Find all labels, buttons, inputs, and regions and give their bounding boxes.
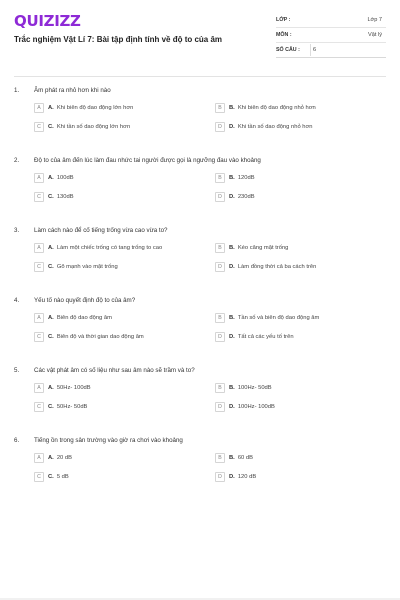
option-letter: C. <box>48 193 54 200</box>
option-text: 50Hz- 100dB <box>56 384 91 391</box>
option-text: 5 dB <box>56 473 69 480</box>
option-checkbox[interactable]: D <box>215 122 225 132</box>
answer-option[interactable] <box>34 242 215 253</box>
option-checkbox[interactable]: C <box>34 332 44 342</box>
option-letter: C. <box>48 333 54 340</box>
info-label: LỚP : <box>276 17 291 23</box>
option-text: Làm đồng thời cả ba cách trên <box>237 263 317 270</box>
answer-option[interactable] <box>215 121 365 132</box>
quiz-title: Trắc nghiệm Vật Lí 7: Bài tập định tính về độ to của âm <box>14 35 223 44</box>
option-letter: A. <box>48 314 54 321</box>
answer-option[interactable] <box>34 191 215 202</box>
info-value: Lớp 7 <box>367 17 382 23</box>
quizizz-logo[interactable]: QUIZIZZ <box>14 12 81 30</box>
answer-option[interactable] <box>215 102 365 113</box>
question-text: Âm phát ra nhỏ hơn khi nào <box>34 87 111 94</box>
answer-option[interactable] <box>34 172 215 183</box>
option-checkbox[interactable]: A <box>34 103 44 113</box>
info-row-class <box>276 13 386 28</box>
header-divider <box>14 76 386 77</box>
answer-option[interactable] <box>215 471 365 482</box>
answer-options <box>34 312 386 342</box>
option-text: Tần số và biên độ dao động âm <box>237 314 320 321</box>
answer-option[interactable] <box>34 312 215 323</box>
answer-option[interactable] <box>215 261 365 272</box>
info-label: MÔN : <box>276 32 292 38</box>
answer-option[interactable] <box>215 401 365 412</box>
question-header <box>14 295 386 306</box>
option-text: 120dB <box>237 174 255 181</box>
option-text: 130dB <box>56 193 74 200</box>
question-number: 4. <box>14 297 20 304</box>
question-text: Yếu tố nào quyết định độ to của âm? <box>34 297 136 304</box>
answer-option[interactable] <box>34 261 215 272</box>
option-text: Khi biên độ dao động lớn hơn <box>56 104 134 111</box>
answer-option[interactable] <box>34 401 215 412</box>
option-text: 230dB <box>237 193 255 200</box>
question-header <box>14 155 386 166</box>
question-number: 2. <box>14 157 20 164</box>
answer-option[interactable] <box>34 382 215 393</box>
option-checkbox[interactable]: C <box>34 472 44 482</box>
option-letter: C. <box>48 263 54 270</box>
option-checkbox[interactable]: A <box>34 453 44 463</box>
option-text: 100Hz- 100dB <box>237 403 275 410</box>
option-letter: A. <box>48 104 54 111</box>
option-checkbox[interactable]: C <box>34 402 44 412</box>
answer-option[interactable] <box>215 312 365 323</box>
question-header <box>14 85 386 96</box>
option-text: 100dB <box>56 174 74 181</box>
option-checkbox[interactable]: B <box>215 173 225 183</box>
answer-options <box>34 452 386 482</box>
option-checkbox[interactable]: D <box>215 262 225 272</box>
question-text: Các vật phát âm có số liệu như sau âm nào sẽ trầm và to? <box>34 367 195 374</box>
option-letter: A. <box>48 244 54 251</box>
answer-option[interactable] <box>34 102 215 113</box>
answer-option[interactable] <box>215 172 365 183</box>
option-letter: B. <box>229 384 235 391</box>
option-text: Làm một chiếc trống có tang trống to cao <box>56 244 163 251</box>
option-checkbox[interactable]: A <box>34 243 44 253</box>
option-letter: C. <box>48 123 54 130</box>
answer-option[interactable] <box>215 331 365 342</box>
question-item <box>14 365 386 435</box>
option-text: Khi tần số dao động lớn hơn <box>56 123 131 130</box>
option-text: Biên độ và thời gian dao động âm <box>56 333 144 340</box>
question-header <box>14 435 386 446</box>
question-list <box>14 85 386 505</box>
option-letter: B. <box>229 174 235 181</box>
option-text: 20 dB <box>56 454 72 461</box>
question-number: 5. <box>14 367 20 374</box>
question-text: Làm cách nào để cố tiếng trống vừa cao vừa to? <box>34 227 168 234</box>
option-letter: C. <box>48 473 54 480</box>
answer-options <box>34 242 386 272</box>
option-text: 60 dB <box>237 454 253 461</box>
option-checkbox[interactable]: D <box>215 472 225 482</box>
option-text: 120 dB <box>237 473 257 480</box>
answer-option[interactable] <box>215 452 365 463</box>
option-checkbox[interactable]: B <box>215 313 225 323</box>
option-letter: B. <box>229 104 235 111</box>
answer-option[interactable] <box>34 452 215 463</box>
option-checkbox[interactable]: B <box>215 243 225 253</box>
option-text: Khi biên độ dao động nhỏ hơn <box>237 104 316 111</box>
question-number: 3. <box>14 227 20 234</box>
question-item <box>14 85 386 155</box>
info-value: 6 <box>310 44 386 56</box>
option-letter: D. <box>229 473 235 480</box>
option-letter: C. <box>48 403 54 410</box>
option-letter: A. <box>48 384 54 391</box>
option-checkbox[interactable]: B <box>215 103 225 113</box>
answer-options <box>34 172 386 202</box>
option-letter: A. <box>48 174 54 181</box>
info-row-count <box>276 43 386 58</box>
option-checkbox[interactable]: B <box>215 453 225 463</box>
info-row-subject <box>276 28 386 43</box>
option-letter: D. <box>229 263 235 270</box>
option-letter: D. <box>229 193 235 200</box>
question-header <box>14 225 386 236</box>
question-number: 1. <box>14 87 20 94</box>
answer-option[interactable] <box>34 121 215 132</box>
option-checkbox[interactable]: D <box>215 192 225 202</box>
option-text: 100Hz- 50dB <box>237 384 272 391</box>
option-checkbox[interactable]: C <box>34 122 44 132</box>
option-letter: A. <box>48 454 54 461</box>
option-text: Gõ mạnh vào mặt trống <box>56 263 118 270</box>
question-item <box>14 155 386 225</box>
question-item <box>14 295 386 365</box>
question-text: Độ to của âm đến lúc làm đau nhức tai người được gọi là ngưỡng đau vào khoảng <box>34 157 261 164</box>
info-table <box>276 13 386 58</box>
option-letter: B. <box>229 314 235 321</box>
question-item <box>14 225 386 295</box>
answer-option[interactable] <box>34 471 215 482</box>
info-label: SỐ CÂU : <box>276 47 300 53</box>
answer-option[interactable] <box>215 242 365 253</box>
option-text: Tất cả các yếu tố trên <box>237 333 294 340</box>
option-text: 50Hz- 50dB <box>56 403 88 410</box>
answer-options <box>34 382 386 412</box>
question-header <box>14 365 386 376</box>
question-number: 6. <box>14 437 20 444</box>
option-letter: D. <box>229 123 235 130</box>
option-letter: D. <box>229 333 235 340</box>
option-checkbox[interactable]: D <box>215 402 225 412</box>
worksheet-header <box>14 12 386 72</box>
question-item <box>14 435 386 505</box>
option-checkbox[interactable]: D <box>215 332 225 342</box>
option-letter: B. <box>229 454 235 461</box>
option-checkbox[interactable]: A <box>34 383 44 393</box>
option-checkbox[interactable]: A <box>34 313 44 323</box>
option-letter: B. <box>229 244 235 251</box>
answer-option[interactable] <box>34 331 215 342</box>
option-text: Biên độ dao động âm <box>56 314 112 321</box>
answer-option[interactable] <box>215 382 365 393</box>
option-checkbox[interactable]: C <box>34 262 44 272</box>
option-checkbox[interactable]: B <box>215 383 225 393</box>
answer-options <box>34 102 386 132</box>
info-value: Vật lý <box>368 32 382 38</box>
option-letter: D. <box>229 403 235 410</box>
answer-option[interactable] <box>215 191 365 202</box>
option-checkbox[interactable]: C <box>34 192 44 202</box>
question-text: Tiếng ồn trong sân trường vào giờ ra chơi vào khoảng <box>34 437 183 444</box>
option-text: Kéo căng mặt trống <box>237 244 289 251</box>
option-text: Khi tần số dao động nhỏ hơn <box>237 123 313 130</box>
option-checkbox[interactable]: A <box>34 173 44 183</box>
